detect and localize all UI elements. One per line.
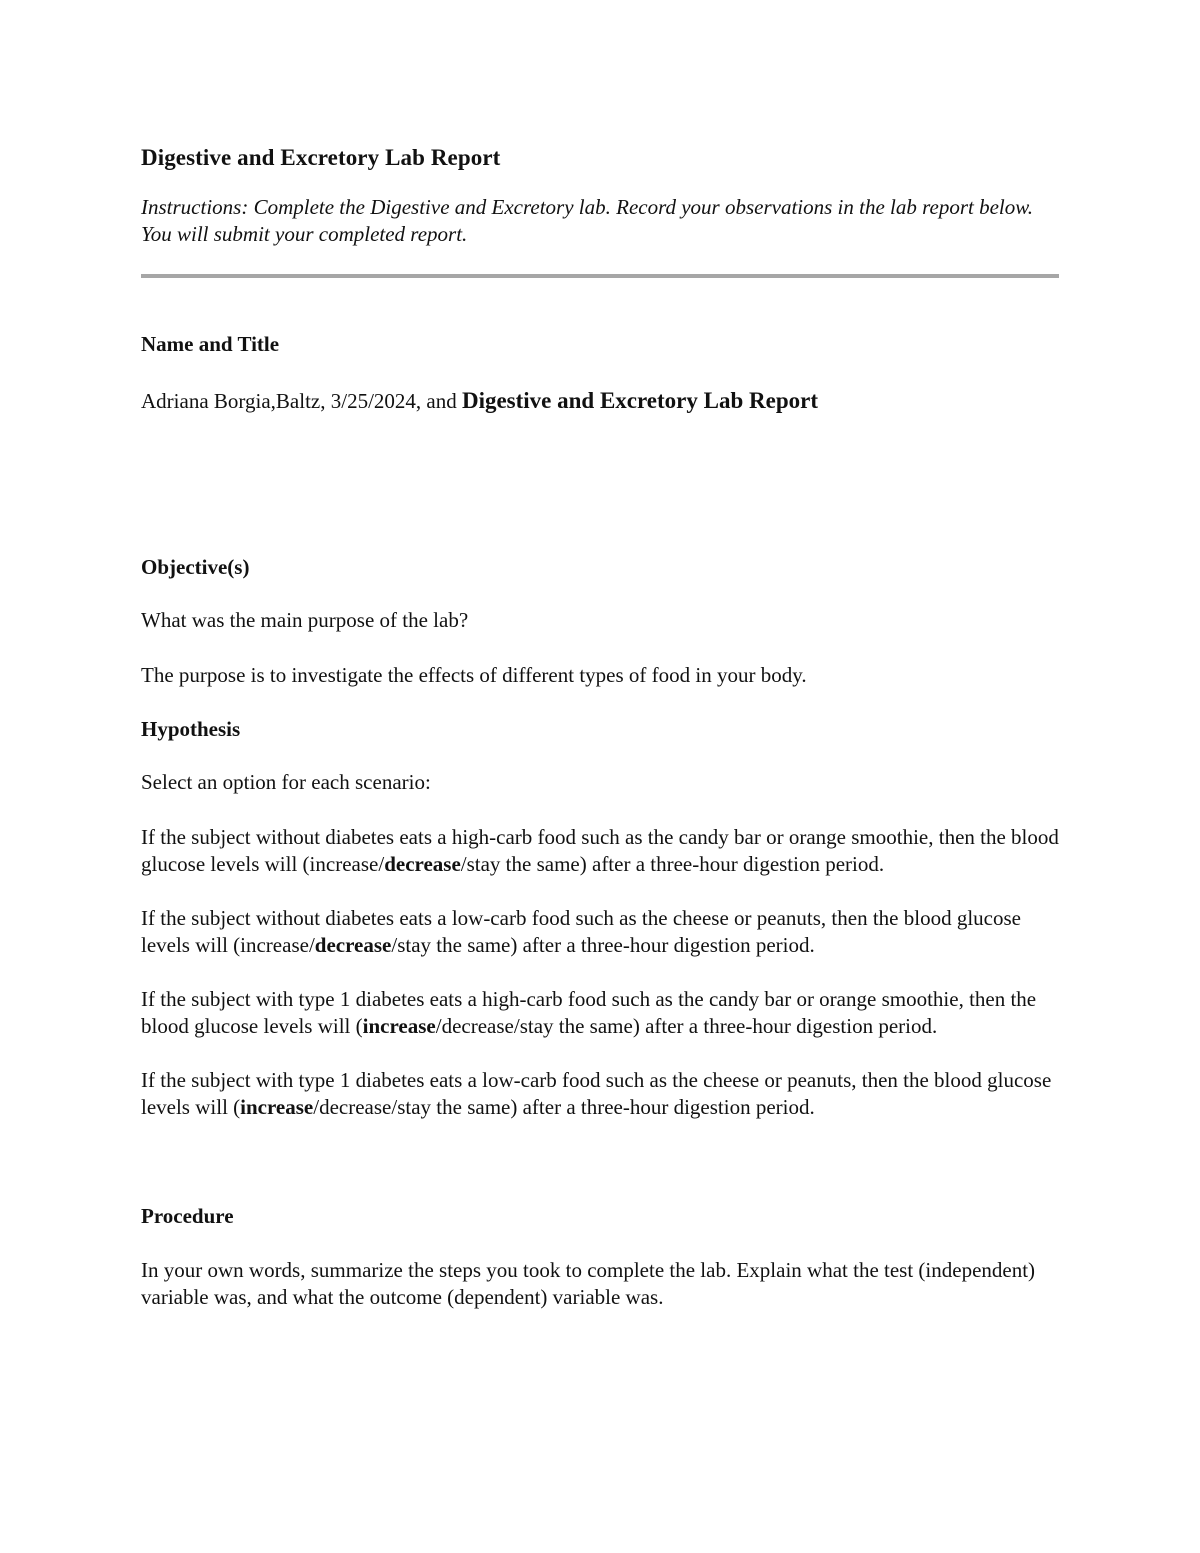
name-title-line	[141, 386, 1059, 416]
report-title-inline: Digestive and Excretory Lab Report	[461, 388, 818, 413]
document-title: Digestive and Excretory Lab Report	[141, 145, 501, 170]
student-name-date: Adriana Borgia,Baltz, 3/25/2024, and	[141, 389, 462, 413]
option-decrease: decrease	[319, 1095, 392, 1119]
hypothesis-scenario-3: If the subject with type 1 diabetes eats a high-carb food such as the candy bar or orange smoothie, then the blood glucose levels will (increase/decrease/stay the same) after a three-hour digestion period.	[141, 987, 1037, 1038]
selected-option-decrease: decrease	[314, 933, 392, 957]
option-increase: increase	[240, 933, 309, 957]
selected-option-decrease: decrease	[384, 852, 461, 876]
selected-option-increase: increase	[240, 1095, 314, 1119]
instructions-text: Instructions: Complete the Digestive and Excretory lab. Record your observations in the lab report below. You will submit your completed report.	[141, 195, 1033, 246]
horizontal-divider	[141, 274, 1059, 278]
selected-option-increase: increase	[362, 1014, 436, 1038]
procedure-heading: Procedure	[141, 1204, 234, 1228]
option-decrease: decrease	[441, 1014, 514, 1038]
name-title-heading: Name and Title	[141, 332, 280, 356]
hypothesis-scenario-2: If the subject without diabetes eats a low-carb food such as the cheese or peanuts, then the blood glucose levels will (increase/decrease/stay the same) after a three-hour digestion period.	[141, 906, 1021, 957]
hypothesis-scenario-1: If the subject without diabetes eats a high-carb food such as the candy bar or orange smoothie, then the blood glucose levels will (increase/decrease/stay the same) after a three-hour digestion period.	[141, 825, 1059, 876]
lab-report-page	[141, 142, 1059, 1311]
hypothesis-scenario-4: If the subject with type 1 diabetes eats a low-carb food such as the cheese or peanuts, then the blood glucose levels will (increase/decrease/stay the same) after a three-hour digestion period.	[141, 1068, 1052, 1119]
option-stay-the-same: stay the same	[466, 852, 580, 876]
objective-answer: The purpose is to investigate the effects of different types of food in your body.	[141, 663, 807, 687]
objective-question: What was the main purpose of the lab?	[141, 608, 469, 632]
option-stay-the-same: stay the same	[397, 933, 511, 957]
hypothesis-heading: Hypothesis	[141, 717, 241, 741]
option-stay-the-same: stay the same	[397, 1095, 511, 1119]
objective-heading: Objective(s)	[141, 555, 250, 579]
option-increase: increase	[309, 852, 379, 876]
hypothesis-prompt: Select an option for each scenario:	[141, 770, 431, 794]
option-stay-the-same: stay the same	[519, 1014, 633, 1038]
procedure-prompt: In your own words, summarize the steps you took to complete the lab. Explain what the test (independent) variable was, and what the outcome (dependent) variable was.	[141, 1258, 1036, 1309]
